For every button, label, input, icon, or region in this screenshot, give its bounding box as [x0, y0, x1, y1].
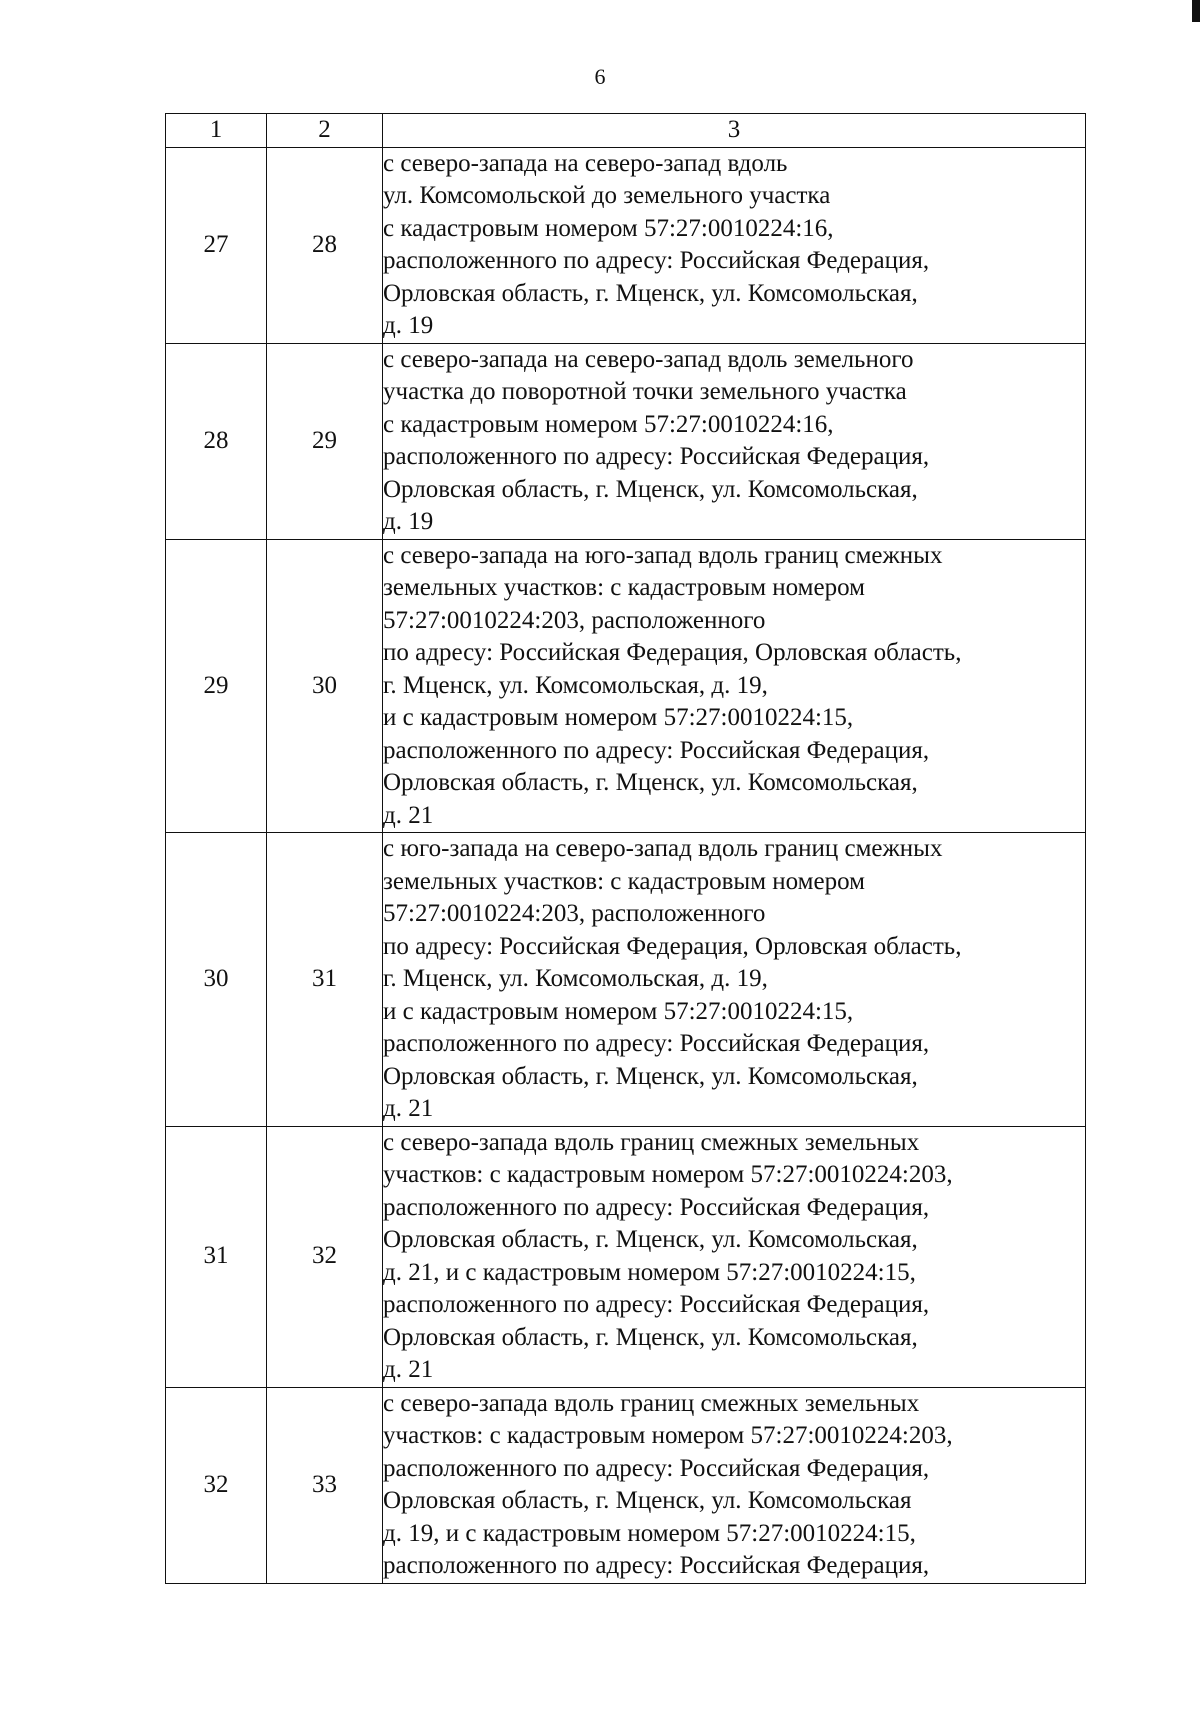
cell-from-point: 31 [166, 1126, 267, 1387]
column-header-description: 3 [383, 114, 1086, 148]
description-line: Орловская область, г. Мценск, ул. Комсомольская [383, 1487, 912, 1514]
table-row [166, 539, 1086, 833]
cell-boundary-description [383, 1387, 1086, 1583]
cell-from-point: 30 [166, 833, 267, 1127]
description-line: д. 19 [383, 508, 434, 535]
description-line: д. 19, и с кадастровым номером 57:27:0010224:15, [383, 1519, 916, 1547]
description-line: по адресу: Российская Федерация, Орловская область, [383, 932, 962, 960]
description-line: и с кадастровым номером 57:27:0010224:15, [383, 997, 854, 1025]
column-header-to-point: 2 [267, 114, 383, 148]
description-line: с кадастровым номером 57:27:0010224:16, [383, 214, 834, 242]
description-line: д. 21 [383, 1095, 434, 1122]
description-line: с северо-запада на северо-запад вдоль [383, 149, 788, 177]
description-line: расположенного по адресу: Российская Федерация, [383, 1193, 930, 1221]
description-line: с кадастровым номером 57:27:0010224:16, [383, 410, 834, 438]
description-line: д. 21 [383, 1356, 434, 1383]
cell-from-point: 28 [166, 343, 267, 539]
table-row [166, 147, 1086, 343]
table-body [166, 147, 1086, 1583]
cell-from-point: 29 [166, 539, 267, 833]
page-number: 6 [594, 64, 606, 89]
table-row [166, 1387, 1086, 1583]
cell-to-point: 33 [267, 1387, 383, 1583]
description-line: с северо-запада вдоль границ смежных земельных [383, 1128, 920, 1156]
column-header-from-point: 1 [166, 114, 267, 148]
description-line: ул. Комсомольской до земельного участка [383, 182, 831, 209]
cell-to-point: 28 [267, 147, 383, 343]
description-line: участков: с кадастровым номером 57:27:0010224:203, [383, 1422, 953, 1449]
description-line: Орловская область, г. Мценск, ул. Комсомольская, [383, 475, 918, 503]
table-row [166, 1126, 1086, 1387]
cell-boundary-description [383, 833, 1086, 1127]
cell-boundary-description [383, 343, 1086, 539]
description-line: Орловская область, г. Мценск, ул. Комсомольская, [383, 1226, 918, 1253]
description-line: г. Мценск, ул. Комсомольская, д. 19, [383, 965, 768, 992]
table-header-row [166, 114, 1086, 148]
description-line: расположенного по адресу: Российская Федерация, [383, 736, 930, 764]
description-line: расположенного по адресу: Российская Федерация, [383, 1291, 930, 1318]
table-row [166, 833, 1086, 1127]
description-line: д. 21, и с кадастровым номером 57:27:0010224:15, [383, 1258, 916, 1286]
description-line: Орловская область, г. Мценск, ул. Комсомольская, [383, 279, 918, 307]
description-line: с северо-запада на северо-запад вдоль земельного [383, 345, 914, 373]
cell-to-point: 31 [267, 833, 383, 1127]
description-line: участка до поворотной точки земельного участка [383, 378, 907, 405]
description-line: с северо-запада вдоль границ смежных земельных [383, 1389, 920, 1417]
description-line: земельных участков: с кадастровым номером [383, 574, 865, 601]
cell-to-point: 29 [267, 343, 383, 539]
cell-boundary-description [383, 1126, 1086, 1387]
description-line: и с кадастровым номером 57:27:0010224:15, [383, 704, 854, 731]
description-line: расположенного по адресу: Российская Федерация, [383, 443, 930, 470]
description-line: г. Мценск, ул. Комсомольская, д. 19, [383, 671, 768, 699]
scan-corner-mark [1192, 0, 1200, 22]
cell-to-point: 32 [267, 1126, 383, 1387]
description-line: Орловская область, г. Мценск, ул. Комсомольская, [383, 1323, 918, 1351]
cell-to-point: 30 [267, 539, 383, 833]
description-line: по адресу: Российская Федерация, Орловская область, [383, 639, 962, 666]
description-line: расположенного по адресу: Российская Федерация, [383, 1454, 930, 1482]
description-line: Орловская область, г. Мценск, ул. Комсомольская, [383, 1062, 918, 1090]
table-row [166, 343, 1086, 539]
boundary-description-table [165, 113, 1086, 1584]
description-line: с северо-запада на юго-запад вдоль границ смежных [383, 541, 943, 569]
description-line: земельных участков: с кадастровым номером [383, 867, 865, 895]
description-line: 57:27:0010224:203, расположенного [383, 900, 766, 927]
description-line: 57:27:0010224:203, расположенного [383, 606, 766, 634]
description-line: д. 21 [383, 801, 434, 829]
description-line: участков: с кадастровым номером 57:27:0010224:203, [383, 1161, 953, 1188]
description-line: расположенного по адресу: Российская Федерация, [383, 1552, 930, 1579]
description-line: Орловская область, г. Мценск, ул. Комсомольская, [383, 769, 918, 796]
description-line: расположенного по адресу: Российская Федерация, [383, 1030, 930, 1057]
cell-from-point: 27 [166, 147, 267, 343]
description-line: с юго-запада на северо-запад вдоль границ смежных [383, 835, 943, 862]
description-line: расположенного по адресу: Российская Федерация, [383, 247, 930, 274]
description-line: д. 19 [383, 312, 434, 339]
cell-boundary-description [383, 539, 1086, 833]
cell-from-point: 32 [166, 1387, 267, 1583]
cell-boundary-description [383, 147, 1086, 343]
